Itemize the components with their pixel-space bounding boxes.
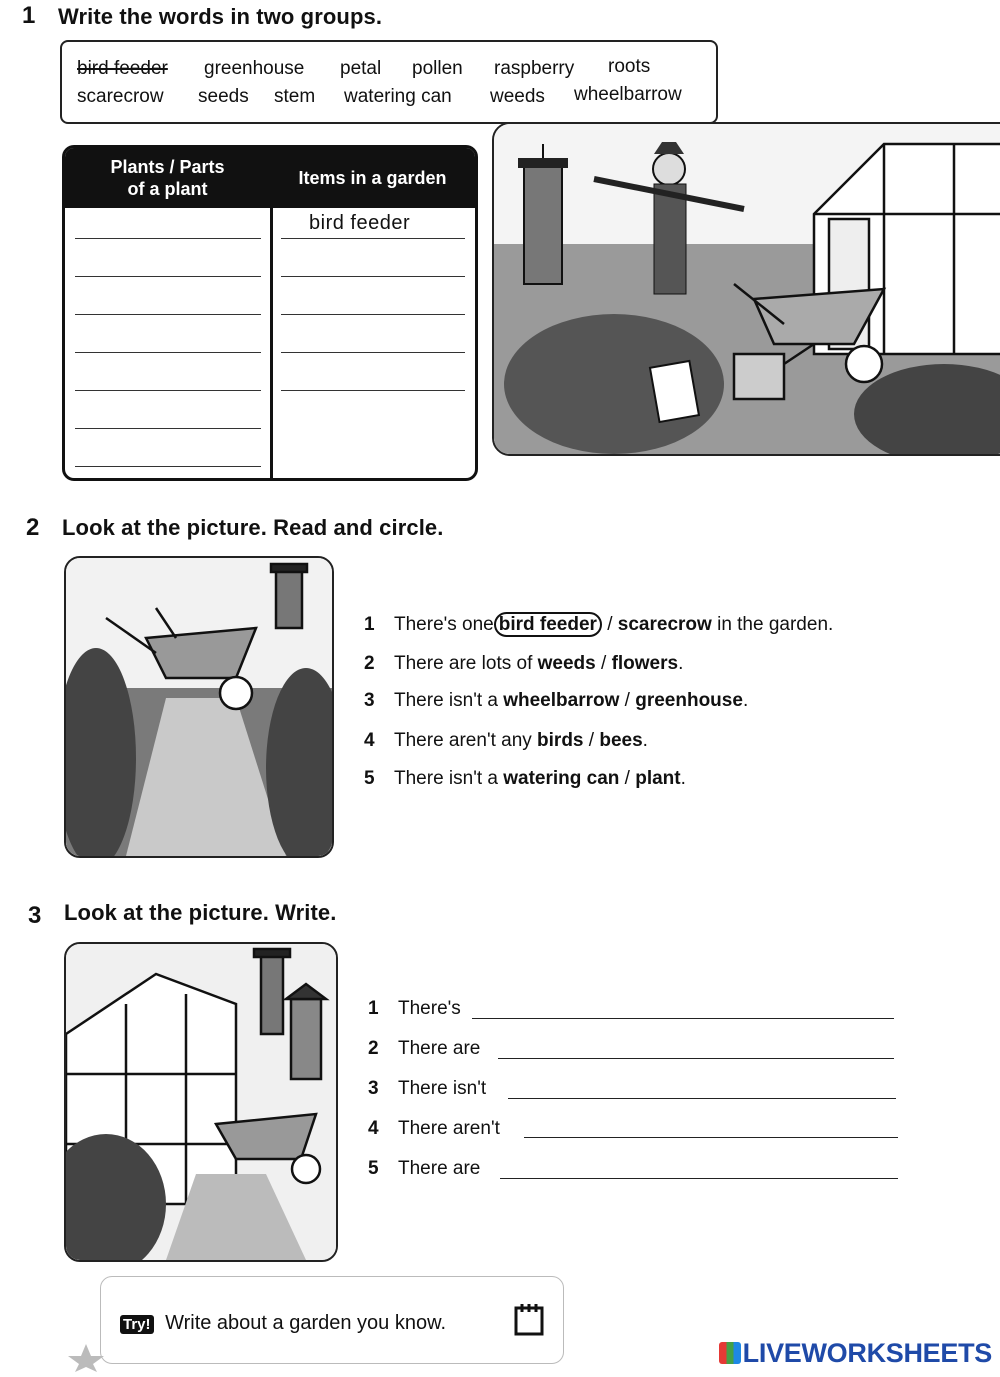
word-item: watering can [344,86,452,107]
circle-sentence-2: 2 There are lots of weeds / flowers. [364,653,684,674]
word-item: wheelbarrow [574,84,682,105]
option-b[interactable]: greenhouse [635,690,743,711]
try-badge: Try! [120,1315,154,1334]
garden-illustration-2 [64,556,334,858]
write-line-1: 1 There's [368,998,461,1019]
answer-line[interactable] [472,1018,894,1019]
liveworksheets-logo: LIVEWORKSHEETS [719,1338,992,1369]
star-icon [66,1342,106,1377]
answer-line[interactable] [281,276,465,277]
answer-line[interactable] [75,238,261,239]
answer-line[interactable] [508,1098,896,1099]
write-line-5: 5 There are [368,1158,481,1179]
option-a[interactable]: weeds [537,653,596,674]
option-b[interactable]: flowers [611,653,679,674]
answer-line [281,238,465,239]
answer-line[interactable] [498,1058,894,1059]
answer-line[interactable] [75,390,261,391]
word-item: weeds [490,86,545,107]
write-line-3: 3 There isn't [368,1078,487,1099]
option-b[interactable]: bees [599,730,643,751]
column-divider [270,148,273,478]
answer-line[interactable] [281,314,465,315]
answer-line[interactable] [75,276,261,277]
garden-illustration-1 [492,122,1000,456]
circle-sentence-3: 3 There isn't a wheelbarrow / greenhouse. [364,690,749,711]
grouping-table [62,145,478,481]
circle-sentence-1: 1 There's one bird feeder / scarecrow in the garden. [364,614,834,635]
word-item: raspberry [494,58,575,79]
option-b[interactable]: scarecrow [617,614,712,635]
garden-illustration-3 [64,942,338,1262]
write-line-4: 4 There aren't [368,1118,500,1139]
word-item: bird feeder [77,58,168,79]
exercise-2-number: 2 [26,514,40,541]
logo-icon [719,1342,741,1364]
exercise-3-title: Look at the picture. Write. [64,900,337,925]
option-a[interactable]: watering can [503,768,620,789]
answer-line[interactable] [75,352,261,353]
circle-sentence-5: 5 There isn't a watering can / plant. [364,768,686,789]
answer-line[interactable] [75,428,261,429]
word-item: seeds [198,86,249,107]
answer-line[interactable] [524,1137,898,1138]
circle-sentence-4: 4 There aren't any birds / bees. [364,730,648,751]
example-answer: bird feeder [309,212,411,234]
answer-line[interactable] [281,352,465,353]
notebook-icon [513,1302,545,1341]
exercise-1-number: 1 [22,2,36,29]
option-b[interactable]: plant [635,768,681,789]
word-item: greenhouse [204,58,305,79]
option-a[interactable]: birds [537,730,584,751]
exercise-1-title: Write the words in two groups. [58,4,383,29]
word-item: roots [608,56,651,77]
write-line-2: 2 There are [368,1038,481,1059]
exercise-2-title: Look at the picture. Read and circle. [62,515,444,540]
answer-line[interactable] [75,314,261,315]
word-item: pollen [412,58,463,79]
bird-feeder-drawing [518,144,568,284]
exercise-3-number: 3 [28,902,42,929]
try-prompt: Try! Write about a garden you know. [120,1312,446,1335]
option-a[interactable]: bird feeder [494,612,602,637]
answer-line[interactable] [281,390,465,391]
word-box [60,40,718,124]
word-item: scarecrow [77,86,164,107]
answer-line[interactable] [500,1178,898,1179]
column-header-items: Items in a garden [298,167,447,188]
option-a[interactable]: wheelbarrow [503,690,620,711]
column-header-plants: Plants / Parts of a plant [110,156,225,199]
word-item: petal [340,58,382,79]
word-item: stem [274,86,316,107]
answer-line[interactable] [75,466,261,467]
